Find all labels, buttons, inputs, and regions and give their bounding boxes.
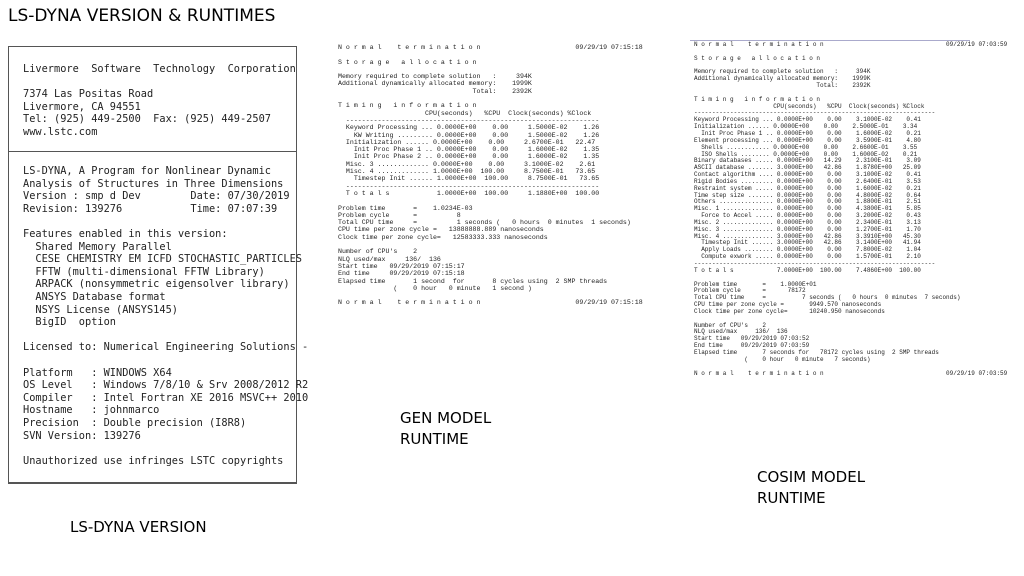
cosim-log-line: Compute exwork ..... 0.0000E+00 0.00 1.5700E-01 2.10 [694, 253, 921, 261]
gen-log-line [338, 95, 643, 102]
cosim-log-line: T o t a l s 7.0000E+00 100.00 7.4860E+00 100.00 [694, 266, 921, 274]
gen-log-line [338, 51, 643, 58]
gen-log-line: Total: 2392K [338, 87, 532, 95]
version-body-line: Shared Memory Parallel [23, 240, 172, 253]
gen-log-line: Additional dynamically allocated memory: 1999K [338, 80, 532, 88]
gen-log-line: Timestep Init ...... 1.0000E+00 100.00 8.7500E-01 73.65 [338, 175, 600, 183]
cosim-log-line: Misc. 3 .............. 0.0000E+00 0.00 1.2700E-01 1.70 [694, 225, 921, 233]
gen-log-line: T o t a l s 1.0000E+00 100.00 1.1880E+00 100.00 [338, 189, 600, 197]
cosim-log-line: Clock time per zone cycle= 10240.950 nanoseconds [694, 307, 885, 315]
cosim-log-line: Timestep Init ...... 3.0000E+00 42.86 3.1400E+00 41.94 [694, 239, 921, 247]
cosim-log-line: Contact algorithm .... 0.0000E+00 0.00 3.1000E-02 0.41 [694, 171, 921, 179]
version-body-line: Compiler : Intel Fortran XE 2016 MSVC++ 2010 [23, 391, 309, 404]
cosim-log-line: Shells ............ 0.0000E+00 0.00 2.6600E-01 3.55 [694, 143, 918, 151]
version-header-line: Livermore Software Technology Corporation [23, 63, 296, 75]
cosim-log-line: Keyword Processing ... 0.0000E+00 0.00 3.1000E-02 0.41 [694, 116, 921, 124]
cosim-log-line: Problem time = 1.0000E+01 [694, 280, 817, 288]
cosim-log-line: Force to Accel ..... 0.0000E+00 0.00 3.2000E-02 0.43 [694, 212, 921, 220]
version-caption: LS-DYNA VERSION [70, 518, 207, 536]
gen-log-line: CPU time per zone cycle = 13888888.889 nanoseconds [338, 226, 544, 234]
cosim-log-line: Initialization ...... 0.0000E+00 0.00 2.5000E-01 3.34 [694, 123, 918, 131]
gen-log-line [338, 241, 643, 248]
gen-log-line: Init Proc Phase 1 .. 0.0000E+00 0.00 1.6000E-02 1.35 [338, 146, 600, 154]
version-body-line: Revision: 139276 Time: 07:07:39 [23, 202, 278, 215]
cosim-log-line: End time 09/29/2019 07:03:59 [694, 342, 810, 350]
cosim-caption-line-1: COSIM MODEL [757, 468, 866, 486]
version-body-line: Licensed to: Numerical Engineering Solutions - [23, 341, 309, 354]
cosim-log-line: T i m i n g i n f o r m a t i o n [694, 95, 821, 103]
version-header-line: www.lstc.com [23, 126, 98, 138]
version-body-line: Hostname : johnmarco [23, 404, 160, 417]
gen-log-line: Elapsed time 1 second for 8 cycles using 2 SMP threads [338, 277, 608, 285]
cosim-log-line: Number of CPU's 2 [694, 321, 767, 329]
cosim-log-line: Start time 09/29/2019 07:03:52 [694, 335, 810, 343]
gen-log-line: Misc. 3 ............. 0.0000E+00 0.00 3.1000E-02 2.61 [338, 160, 596, 168]
version-body-line: SVN Version: 139276 [23, 429, 141, 442]
gen-log-line: Number of CPU's 2 [338, 248, 418, 256]
cosim-caption [757, 467, 865, 509]
gen-log-line: N o r m a l t e r m i n a t i o n 09/29/19 07:15:18 [338, 299, 643, 307]
gen-log-line: S t o r a g e a l l o c a t i o n [338, 58, 477, 66]
version-body-line: Features enabled in this version: [23, 228, 228, 240]
cosim-log-line: Element processing ... 0.0000E+00 0.00 3.5900E-01 4.80 [694, 136, 921, 144]
ls-dyna-version-box [8, 46, 309, 484]
gen-caption-line-1: GEN MODEL [400, 409, 492, 427]
cosim-log-line: ISO Shells ........ 0.0000E+00 0.00 1.6000E-02 0.21 [694, 150, 918, 158]
cosim-log-line: Misc. 2 .............. 0.0000E+00 0.00 2.3400E-01 3.13 [694, 218, 921, 226]
gen-log-line: Keyword Processing ... 0.0000E+00 0.00 1.5000E-02 1.26 [338, 124, 600, 132]
cosim-log-line: ( 0 hour 0 minute 7 seconds) [694, 355, 871, 363]
gen-log-line: ---------------------------------------------------------------- [338, 116, 600, 124]
cosim-log-line: S t o r a g e a l l o c a t i o n [694, 54, 821, 62]
gen-log-line: CPU(seconds) %CPU Clock(seconds) %Clock [338, 109, 592, 117]
version-body-line: Platform : WINDOWS X64 [23, 366, 172, 379]
gen-log-line [338, 66, 643, 73]
cosim-log-line: Time step size ....... 0.0000E+00 0.00 4.8000E-02 0.64 [694, 191, 921, 199]
version-body-line: CESE CHEMISTRY EM ICFD STOCHASTIC_PARTICLES [23, 253, 302, 266]
cosim-log-line: NLQ used/max 136/ 136 [694, 328, 788, 336]
gen-log-line: ---------------------------------------------------------------- [338, 182, 600, 190]
cosim-log-line: N o r m a l t e r m i n a t i o n 09/29/19 07:03:59 [694, 41, 1008, 48]
version-header-line: Tel: (925) 449-2500 Fax: (925) 449-2507 [23, 113, 271, 126]
gen-log-line: Memory required to complete solution : 394K [338, 73, 532, 81]
cosim-log-line: ------------------------------------------------------------------- [694, 260, 936, 267]
cosim-model-log [694, 42, 1007, 377]
gen-log-line: Misc. 4 ............. 1.0000E+00 100.00 8.7500E-01 73.65 [338, 168, 596, 176]
cosim-log-line: Apply Loads ........ 0.0000E+00 0.00 7.8000E-02 1.04 [694, 246, 921, 254]
cosim-log-line: Misc. 1 .............. 0.0000E+00 0.00 4.3800E-01 5.85 [694, 205, 921, 213]
version-header-line: 7374 Las Positas Road [23, 88, 154, 101]
version-body-line: NSYS License (ANSYS145) [23, 303, 178, 316]
cosim-caption-line-2: RUNTIME [757, 489, 826, 507]
gen-log-line [338, 292, 643, 299]
gen-caption [400, 408, 491, 450]
version-separator [9, 151, 296, 152]
cosim-log-line: N o r m a l t e r m i n a t i o n 09/29/19 07:03:59 [694, 369, 1008, 377]
cosim-log-line: Rigid Bodies ......... 0.0000E+00 0.00 2.6400E-01 3.53 [694, 177, 921, 185]
cosim-log-line: Memory required to complete solution : 394K [694, 68, 871, 76]
cosim-log-line: CPU(seconds) %CPU Clock(seconds) %Clock [694, 102, 925, 110]
gen-log-line: T i m i n g i n f o r m a t i o n [338, 102, 477, 110]
cosim-log-line: Problem cycle = 78172 [694, 287, 806, 295]
version-body-line: Version : smp d Dev Date: 07/30/2019 [23, 190, 290, 203]
gen-log-line: Total CPU time = 1 seconds ( 0 hours 0 minutes 1 seconds) [338, 219, 631, 227]
gen-log-line: Init Proc Phase 2 .. 0.0000E+00 0.00 1.6000E-02 1.35 [338, 153, 600, 161]
cosim-log-line: Elapsed time 7 seconds for 78172 cycles using 2 SMP threads [694, 348, 939, 356]
cosim-log-line: Others ............... 0.0000E+00 0.00 1.8800E-01 2.51 [694, 198, 921, 206]
gen-log-line: KW Writing ......... 0.0000E+00 0.00 1.5000E-02 1.26 [338, 131, 600, 139]
cosim-log-line: Restraint system ..... 0.0000E+00 0.00 1.6000E-02 0.21 [694, 184, 921, 192]
gen-log-line: ( 0 hour 0 minute 1 second ) [338, 284, 532, 292]
cosim-log-line: Total CPU time = 7 seconds ( 0 hours 0 minutes 7 seconds) [694, 294, 961, 302]
cosim-log-line: Misc. 4 .............. 3.0000E+00 42.86 3.3910E+00 45.30 [694, 232, 921, 240]
version-body-line: OS Level : Windows 7/8/10 & Srv 2008/2012 R2 [23, 379, 309, 392]
gen-log-line: Clock time per zone cycle= 12583333.333 nanoseconds [338, 233, 548, 241]
gen-log-line: Problem time = 1.0234E-03 [338, 204, 473, 212]
gen-log-line: NLQ used/max 136/ 136 [338, 255, 441, 263]
gen-log-line: Problem cycle = 8 [338, 211, 461, 219]
cosim-log-line: Additional dynamically allocated memory: 1999K [694, 75, 871, 83]
page-title: LS-DYNA VERSION & RUNTIMES [8, 6, 276, 26]
cosim-log-line: ------------------------------------------------------------------- [694, 109, 936, 117]
version-body-line: LS-DYNA, A Program for Nonlinear Dynamic [23, 165, 271, 177]
gen-log-line: Initialization ...... 0.0000E+00 0.00 2.6700E-01 22.47 [338, 138, 596, 146]
version-body-line: ARPACK (nonsymmetric eigensolver library) [23, 278, 290, 291]
cosim-log-line: ASCII database ....... 3.0000E+00 42.86 1.8780E+00 25.09 [694, 164, 921, 172]
version-header-line: Livermore, CA 94551 [23, 100, 141, 113]
version-body-line: FFTW (multi-dimensional FFTW Library) [23, 265, 265, 278]
version-body-line: Unauthorized use infringes LSTC copyrights [23, 454, 284, 467]
cosim-log-line: Total: 2392K [694, 82, 871, 90]
gen-log-line: End time 09/29/2019 07:15:18 [338, 270, 465, 278]
version-body-line: ANSYS Database format [23, 291, 166, 303]
gen-log-line: N o r m a l t e r m i n a t i o n 09/29/19 07:15:18 [338, 44, 643, 51]
version-body-line: Analysis of Structures in Three Dimensions [23, 177, 284, 190]
cosim-log-line: CPU time per zone cycle = 9949.570 nanoseconds [694, 301, 882, 309]
gen-caption-line-2: RUNTIME [400, 430, 469, 448]
gen-model-log [338, 44, 643, 307]
gen-log-line: Start time 09/29/2019 07:15:17 [338, 262, 465, 270]
cosim-log-line: Binary databases ..... 0.0000E+00 14.29 2.3100E-01 3.09 [694, 157, 921, 165]
version-body-line: BigID option [23, 316, 116, 329]
gen-log-line [338, 197, 643, 204]
cosim-log-line: Init Proc Phase 1 .. 0.0000E+00 0.00 1.6000E-02 0.21 [694, 129, 921, 137]
version-body-line: Precision : Double precision (I8R8) [23, 417, 247, 429]
